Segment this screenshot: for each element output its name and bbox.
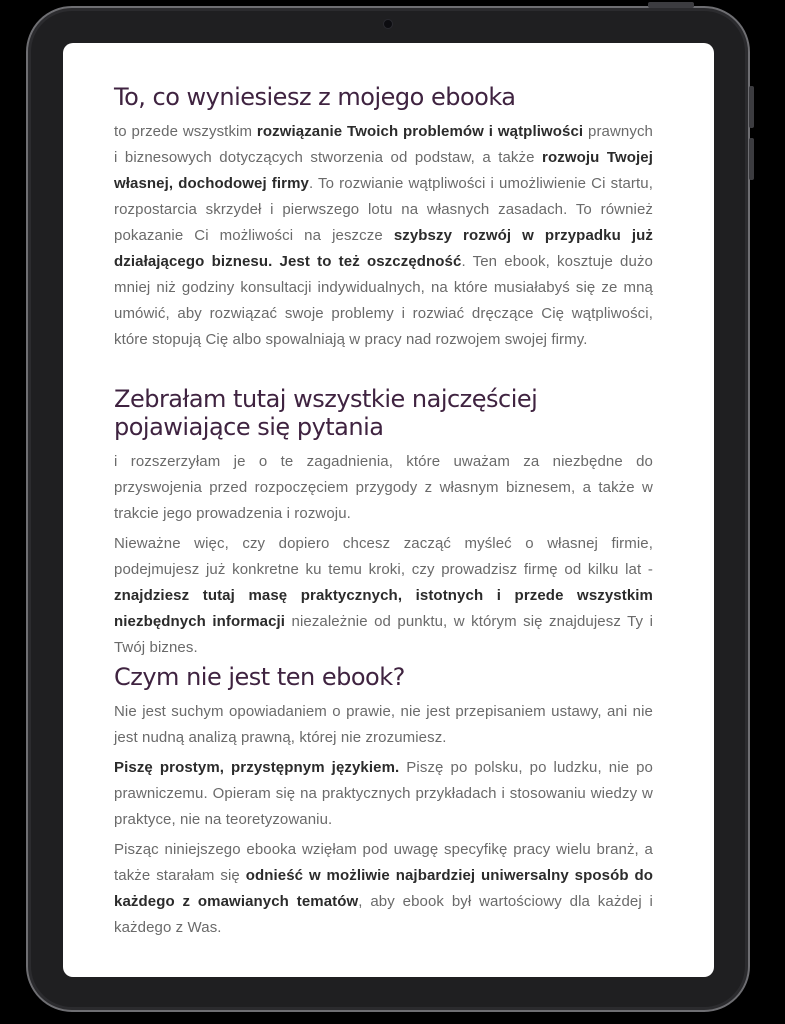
text-run: Nie jest suchym opowiadaniem o prawie, nie jest przepisaniem ustawy, ani nie jest nudną analizą prawną, której nie zrozumiesz. [114, 703, 653, 746]
bold-text-run: rozwiązanie Twoich problemów i wątpliwości [256, 123, 584, 140]
power-button [648, 2, 694, 8]
paragraph-what-you-gain [114, 119, 653, 353]
text-run: . Ten ebook, kosztuje dużo mniej niż godziny konsultacji indywidualnych, na które musiałabyś się ze mną umówić, aby rozwiązać swoje problemy i rozwiać dręczące Cię wątpliwości, które stopują Cię albo spowalniają w pracy nad rozwojem swojej firmy. [114, 253, 653, 348]
text-run: prawnych i biznesowych dotyczących stworzenia od podstaw, a także [114, 123, 654, 166]
text-run: . To rozwianie wątpliwości i umożliwienie Ci startu, rozpostarcia skrzydeł i pierwszego lotu na własnych zasadach. To również pokazanie Ci możliwości na jeszcze [114, 175, 653, 244]
text-run: to przede wszystkim [114, 123, 257, 140]
text-run: Piszę po polsku, po ludzku, nie po prawniczemu. Opieram się na praktycznych przykładach i stosowaniu wiedzy w praktyce, nie na teoretyzowaniu. [114, 759, 654, 828]
volume-up-button [749, 86, 754, 128]
heading-collected-questions: Zebrałam tutaj wszystkie najczęściej pojawiające się pytania [114, 385, 538, 441]
bold-text-run: odnieść w możliwie najbardziej uniwersalny sposób do każdego z omawianych tematów [114, 867, 653, 910]
paragraph-not-dry [114, 699, 653, 751]
volume-down-button [749, 138, 754, 180]
heading-what-ebook-is-not: Czym nie jest ten ebook? [114, 663, 405, 691]
camera-icon [383, 19, 393, 29]
section-collected-questions [114, 385, 653, 661]
text-run: , aby ebook był wartościowy dla każdej i każdego z Was. [114, 893, 653, 936]
bold-text-run: rozwoju Twojej własnej, dochodowej firmy [114, 149, 653, 192]
text-run: i rozszerzyłam je o te zagadnienia, które uważam za niezbędne do przyswojenia przed rozpoczęciem przygody z własnym biznesem, a także w trakcie jego prowadzenia i rozwoju. [114, 453, 653, 522]
section-what-ebook-is-not [114, 663, 653, 941]
paragraph-questions-detail [114, 531, 653, 661]
bold-text-run: Piszę prostym, przystępnym językiem. [114, 759, 400, 776]
text-run: Nieważne więc, czy dopiero chcesz zacząć myśleć o własnej firmie, podejmujesz już konkretne ku temu kroki, czy prowadzisz firmę od kilku lat - [114, 535, 653, 578]
text-run: Pisząc niniejszego ebooka wzięłam pod uwagę specyfikę pracy wielu branż, a także starałam się [114, 841, 653, 884]
heading-what-you-gain: To, co wyniesiesz z mojego ebooka [114, 83, 516, 111]
tablet-screen[interactable] [63, 43, 714, 977]
section-what-you-gain [114, 83, 653, 353]
text-run: niezależnie od punktu, w którym się znajdujesz Ty i Twój biznes. [114, 613, 653, 656]
bold-text-run: szybszy rozwój w przypadku już działającego biznesu. Jest to też oszczędność [114, 227, 653, 270]
paragraph-simple-language [114, 755, 653, 833]
paragraph-questions-intro [114, 449, 653, 527]
paragraph-universal [114, 837, 653, 941]
bold-text-run: znajdziesz tutaj masę praktycznych, istotnych i przede wszystkim niezbędnych informacji [114, 587, 653, 630]
